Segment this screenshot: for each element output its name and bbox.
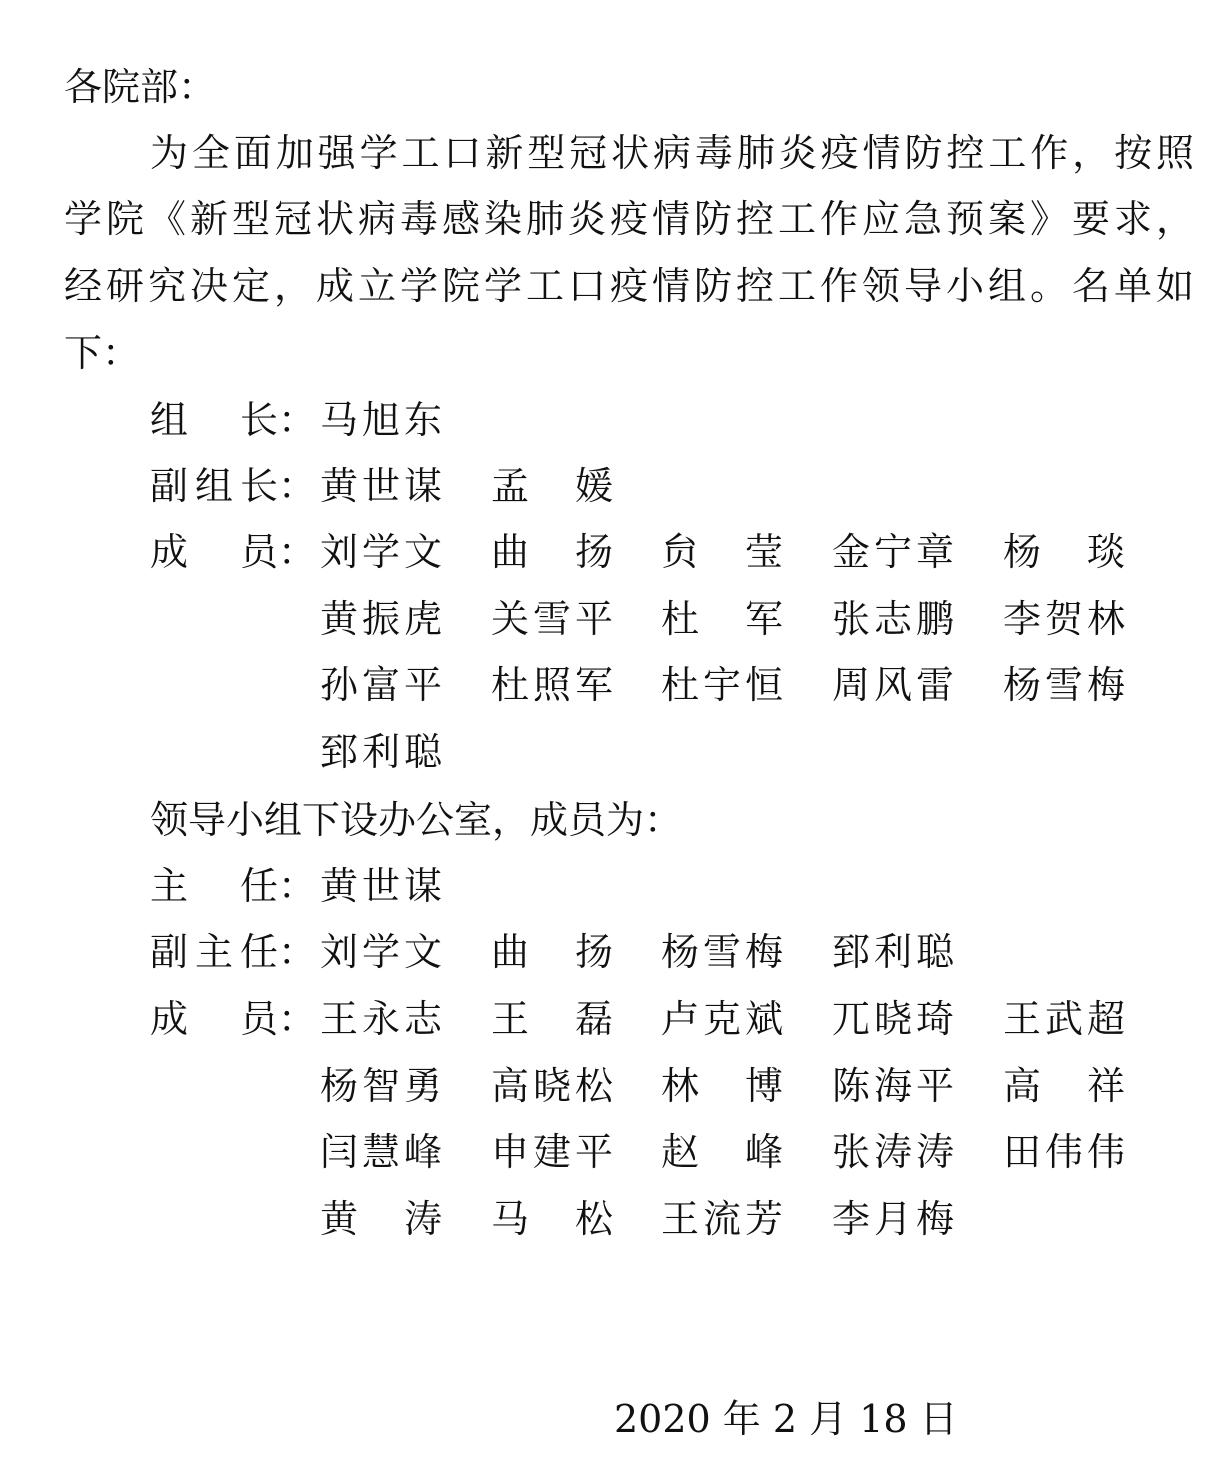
- member-name: 申建平: [491, 1130, 613, 1174]
- member-name: 郅利聪: [832, 930, 954, 974]
- member-name: 黄涛: [320, 1196, 442, 1241]
- leader-label: 组长：: [150, 398, 317, 442]
- member-name: 杨雪梅: [661, 930, 783, 974]
- deputy-leader-name: 黄世谋: [320, 464, 442, 508]
- member-name: 黄振虎: [320, 596, 442, 641]
- member-name: 赵峰: [661, 1130, 783, 1174]
- member-name: 高祥: [1003, 1063, 1125, 1108]
- office-director-name: 黄世谋: [320, 864, 442, 908]
- deputy-leader-label: 副组长：: [150, 464, 317, 508]
- member-name: 郅利聪: [320, 729, 442, 774]
- member-name: 高晓松: [491, 1063, 613, 1108]
- member-name: 曲扬: [491, 930, 613, 974]
- member-name: 孙富平: [320, 663, 442, 707]
- office-intro: 领导小组下设办公室，成员为：: [150, 798, 683, 842]
- member-name: 林博: [661, 1063, 783, 1108]
- deputy-leader-name: 孟媛: [491, 464, 613, 508]
- member-name: 王永志: [320, 997, 442, 1041]
- office-deputy-label: 副主任：: [150, 930, 317, 974]
- member-name: 王武超: [1003, 997, 1125, 1041]
- salutation: 各院部：: [64, 65, 217, 109]
- member-name: 关雪平: [491, 596, 613, 641]
- member-name: 王流芳: [661, 1196, 783, 1241]
- member-name: 李贺林: [1003, 596, 1125, 641]
- document-date: 2020 年 2 月 18 日: [614, 1397, 958, 1441]
- member-name: 张志鹏: [832, 596, 954, 641]
- office-director-label: 主任：: [150, 864, 317, 908]
- group-members-label: 成员：: [150, 530, 317, 574]
- member-name: 张涛涛: [832, 1130, 954, 1174]
- member-name: 周风雷: [832, 663, 954, 707]
- office-members-label: 成员：: [150, 997, 317, 1041]
- member-name: 金宁章: [832, 530, 954, 574]
- intro-line-2: 学院《新型冠状病毒感染肺炎疫情防控工作应急预案》要求，: [64, 197, 1194, 241]
- member-name: 王磊: [491, 997, 613, 1041]
- member-name: 杨雪梅: [1003, 663, 1125, 707]
- member-name: 兀晓琦: [832, 997, 954, 1041]
- member-name: 刘学文: [320, 530, 442, 574]
- member-name: 贠莹: [661, 530, 783, 574]
- member-name: 李月梅: [832, 1196, 954, 1241]
- member-name: 杜宇恒: [661, 663, 783, 707]
- intro-line-4: 下：: [64, 331, 141, 375]
- member-name: 杜照军: [491, 663, 613, 707]
- member-name: 马松: [491, 1196, 613, 1241]
- member-name: 陈海平: [832, 1063, 954, 1108]
- member-name: 田伟伟: [1003, 1130, 1125, 1174]
- leader-name: 马旭东: [320, 398, 442, 442]
- member-name: 杨智勇: [320, 1063, 442, 1108]
- intro-line-1: 为全面加强学工口新型冠状病毒肺炎疫情防控工作，按照: [150, 131, 1194, 175]
- member-name: 曲扬: [491, 530, 613, 574]
- member-name: 杜军: [661, 596, 783, 641]
- member-name: 刘学文: [320, 930, 442, 974]
- member-name: 卢克斌: [661, 997, 783, 1041]
- member-name: 杨琰: [1003, 530, 1125, 574]
- intro-line-3: 经研究决定，成立学院学工口疫情防控工作领导小组。名单如: [64, 264, 1194, 308]
- member-name: 闫慧峰: [320, 1130, 442, 1174]
